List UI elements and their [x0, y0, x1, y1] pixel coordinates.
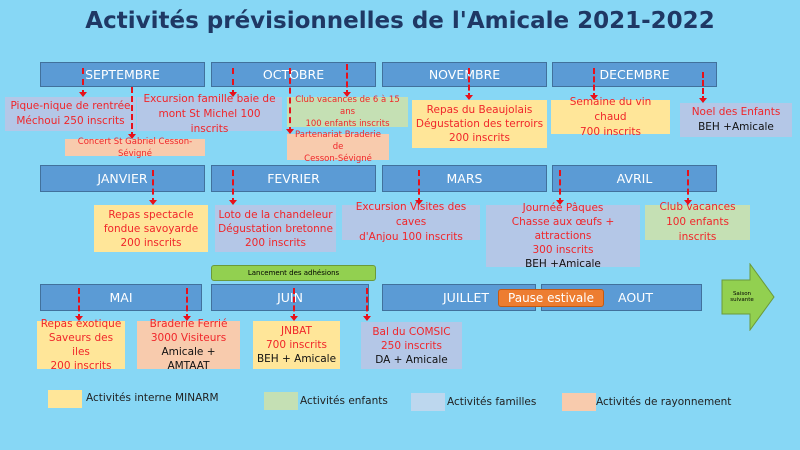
event-excursion-mont-st-michel: Excursion famille baie de mont St Michel 100 inscrits	[137, 97, 282, 131]
event-loto: Loto de la chandeleur Dégustation bretonne 200 inscrits	[215, 205, 336, 252]
arrow-icon	[346, 64, 348, 96]
legend-swatch-familles	[411, 393, 445, 411]
page-title: Activités prévisionnelles de l'Amicale 2021-2022	[85, 8, 715, 34]
arrow-icon	[593, 68, 595, 99]
legend-swatch-interne	[48, 390, 82, 408]
legend-label-rayonnement: Activités de rayonnement	[596, 396, 732, 408]
event-beaujolais: Repas du Beaujolais Dégustation des terroirs 200 inscrits	[412, 100, 547, 148]
month-aout: AOUT	[541, 284, 702, 311]
month-decembre: DECEMBRE	[552, 62, 717, 87]
event-braderie-ferrie: Braderie Ferrié 3000 Visiteurs Amicale + AMTAAT	[137, 321, 240, 369]
arrow-icon	[152, 170, 154, 204]
event-partenariat-braderie: Partenariat Braderie de Cesson-Sévigné	[287, 134, 389, 160]
arrow-icon	[232, 170, 234, 204]
event-repas-spectacle: Repas spectacle fondue savoyarde 200 inscrits	[94, 205, 208, 252]
month-novembre: NOVEMBRE	[382, 62, 547, 87]
legend-label-enfants: Activités enfants	[300, 395, 388, 407]
month-fevrier: FEVRIER	[211, 165, 376, 192]
event-jnbat: JNBAT 700 inscrits BEH + Amicale	[253, 321, 340, 369]
month-mai: MAI	[40, 284, 202, 311]
month-avril: AVRIL	[552, 165, 717, 192]
arrow-icon	[131, 87, 133, 138]
arrow-icon	[418, 170, 420, 204]
month-juillet: JUILLET	[382, 284, 536, 311]
arrow-icon	[232, 68, 234, 96]
arrow-icon	[82, 68, 84, 96]
event-club-vacances-oct: Club vacances de 6 à 15 ans 100 enfants inscrits	[287, 97, 408, 127]
event-caves-anjou: Excursion Visites des caves d'Anjou 100 inscrits	[342, 205, 480, 240]
event-repas-exotique: Repas exotique Saveurs des iles 200 inscrits	[37, 321, 125, 369]
lancement-adhesions-badge: Lancement des adhésions	[211, 265, 376, 281]
next-season-label: Saison suivante	[730, 291, 754, 303]
legend-swatch-enfants	[264, 392, 298, 410]
arrow-icon	[186, 288, 188, 320]
event-pique-nique: Pique-nique de rentrée Méchoui 250 inscrits	[5, 97, 136, 131]
arrow-icon	[687, 170, 689, 204]
event-bal-comsic: Bal du COMSIC 250 inscrits DA + Amicale	[361, 322, 462, 369]
month-octobre: OCTOBRE	[211, 62, 376, 87]
event-vin-chaud: Semaine du vin chaud 700 inscrits	[551, 100, 670, 134]
month-juin: JUIN	[211, 284, 369, 311]
event-club-vacances-avr: Club vacances 100 enfants inscrits	[645, 205, 750, 240]
arrow-icon	[559, 170, 561, 204]
legend-label-familles: Activités familles	[447, 396, 537, 408]
month-janvier: JANVIER	[40, 165, 205, 192]
arrow-icon	[468, 68, 470, 99]
arrow-icon	[293, 288, 295, 320]
pause-estivale-badge: Pause estivale	[498, 289, 604, 307]
arrow-icon	[702, 72, 704, 102]
month-mars: MARS	[382, 165, 547, 192]
arrow-icon	[78, 288, 80, 320]
arrow-icon	[289, 68, 291, 133]
event-noel: Noel des Enfants BEH +Amicale	[680, 103, 792, 137]
arrow-icon	[366, 288, 368, 320]
event-paques: Journée Pâques Chasse aux œufs + attractions 300 inscrits BEH +Amicale	[486, 205, 640, 267]
legend-label-interne: Activités interne MINARM	[86, 392, 219, 404]
event-concert: Concert St Gabriel Cesson-Sévigné	[65, 139, 205, 156]
month-septembre: SEPTEMBRE	[40, 62, 205, 87]
legend-swatch-rayonnement	[562, 393, 596, 411]
